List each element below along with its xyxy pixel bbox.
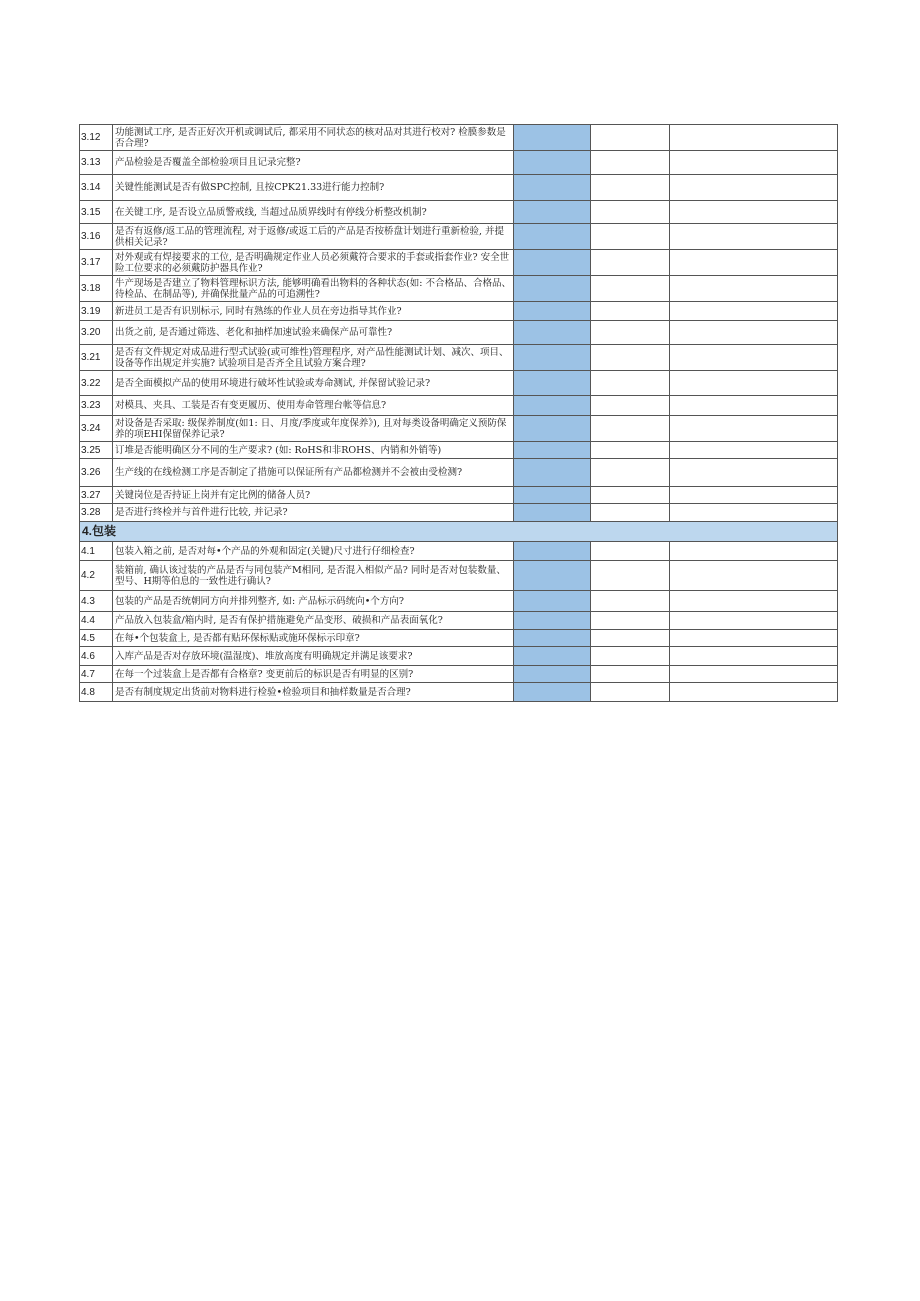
score-cell[interactable] bbox=[514, 459, 591, 487]
score-cell[interactable] bbox=[514, 125, 591, 151]
item-number: 3.20 bbox=[80, 321, 113, 345]
score-cell[interactable] bbox=[514, 201, 591, 224]
item-question: 牛产现场是否建立了物料管理标识方法, 能够明确看出物料的各种状态(如: 不合格品、合格品、待检品、在制品等), 并确保批量产品的可追溯性? bbox=[113, 276, 514, 302]
table-row bbox=[80, 591, 838, 612]
table-row bbox=[80, 175, 838, 201]
table-row bbox=[80, 416, 838, 442]
table-row bbox=[80, 151, 838, 175]
remark-cell[interactable] bbox=[670, 504, 838, 522]
evidence-cell[interactable] bbox=[591, 666, 670, 683]
item-question: 是否全面模拟产品的使用环境进行破坏性试验或寿命测试, 并保留试验记录? bbox=[113, 371, 514, 396]
item-question: 包装的产品是否统朝同方向并排列整齐, 如: 产品标示码统向•个方向? bbox=[113, 591, 514, 612]
score-cell[interactable] bbox=[514, 151, 591, 175]
item-question: 关键岗位是否持证上岗并有定比例的储备人员? bbox=[113, 487, 514, 504]
item-number: 4.2 bbox=[80, 561, 113, 591]
item-question: 对外观或有焊接要求的工位, 是否明确规定作业人员必须戴符合要求的手套或指套作业? 安全世险工位要求的必须戴防护器具作业? bbox=[113, 250, 514, 276]
table-row bbox=[80, 647, 838, 666]
evidence-cell[interactable] bbox=[591, 442, 670, 459]
evidence-cell[interactable] bbox=[591, 321, 670, 345]
remark-cell[interactable] bbox=[670, 591, 838, 612]
evidence-cell[interactable] bbox=[591, 371, 670, 396]
table-row bbox=[80, 630, 838, 647]
remark-cell[interactable] bbox=[670, 459, 838, 487]
evidence-cell[interactable] bbox=[591, 175, 670, 201]
table-row bbox=[80, 442, 838, 459]
item-question: 订堆是否能明确区分不同的生产要求? (如: RoHS和非ROHS、内销和外销等) bbox=[113, 442, 514, 459]
item-number: 3.17 bbox=[80, 250, 113, 276]
table-row bbox=[80, 542, 838, 561]
item-number: 4.8 bbox=[80, 683, 113, 702]
item-question: 生产线的在线检测工序是否制定了措施可以保证所有产品都检测并不会被由受检测? bbox=[113, 459, 514, 487]
item-number: 3.25 bbox=[80, 442, 113, 459]
score-cell[interactable] bbox=[514, 647, 591, 666]
table-row bbox=[80, 302, 838, 321]
evidence-cell[interactable] bbox=[591, 250, 670, 276]
section-header-row bbox=[80, 522, 838, 542]
evidence-cell[interactable] bbox=[591, 591, 670, 612]
table-row bbox=[80, 683, 838, 702]
score-cell[interactable] bbox=[514, 561, 591, 591]
item-number: 3.15 bbox=[80, 201, 113, 224]
table-row bbox=[80, 125, 838, 151]
remark-cell[interactable] bbox=[670, 683, 838, 702]
item-question: 装箱前, 确认该过装的产品是否与同包装产M相同, 是否混入相似产品? 同时是否对包装数量、型号、H期等伯息的一致性进行确认? bbox=[113, 561, 514, 591]
table-row bbox=[80, 561, 838, 591]
item-number: 3.28 bbox=[80, 504, 113, 522]
score-cell[interactable] bbox=[514, 276, 591, 302]
item-number: 3.24 bbox=[80, 416, 113, 442]
section-title: 4.包装 bbox=[80, 522, 838, 542]
item-number: 3.12 bbox=[80, 125, 113, 151]
remark-cell[interactable] bbox=[670, 224, 838, 250]
table-row bbox=[80, 345, 838, 371]
item-number: 4.4 bbox=[80, 612, 113, 630]
score-cell[interactable] bbox=[514, 175, 591, 201]
item-number: 3.27 bbox=[80, 487, 113, 504]
score-cell[interactable] bbox=[514, 442, 591, 459]
remark-cell[interactable] bbox=[670, 371, 838, 396]
score-cell[interactable] bbox=[514, 487, 591, 504]
remark-cell[interactable] bbox=[670, 561, 838, 591]
remark-cell[interactable] bbox=[670, 666, 838, 683]
remark-cell[interactable] bbox=[670, 542, 838, 561]
table-row bbox=[80, 224, 838, 250]
item-question: 产品放入包装盒/箱内时, 是否有保护措施避免产品变形、破损和产品表面氧化? bbox=[113, 612, 514, 630]
score-cell[interactable] bbox=[514, 612, 591, 630]
score-cell[interactable] bbox=[514, 416, 591, 442]
item-number: 4.7 bbox=[80, 666, 113, 683]
item-question: 在每•个包装盒上, 是否都有贴环保标贴或施环保标示印章? bbox=[113, 630, 514, 647]
table-row bbox=[80, 504, 838, 522]
score-cell[interactable] bbox=[514, 345, 591, 371]
evidence-cell[interactable] bbox=[591, 542, 670, 561]
item-question: 功能测试工序, 是否正好次开机或调试后, 都采用不同状态的核对品对其进行校对? 检膜参数是否合理? bbox=[113, 125, 514, 151]
item-question: 新进员工是否有识别标示, 同时有熟练的作业人员在旁边指导其作业? bbox=[113, 302, 514, 321]
table-row bbox=[80, 459, 838, 487]
evidence-cell[interactable] bbox=[591, 459, 670, 487]
table-row bbox=[80, 276, 838, 302]
item-question: 在每一个过装盒上是否都有合格章? 变更前后的标识是否有明显的区别? bbox=[113, 666, 514, 683]
table-row bbox=[80, 612, 838, 630]
evidence-cell[interactable] bbox=[591, 345, 670, 371]
item-number: 3.19 bbox=[80, 302, 113, 321]
evidence-cell[interactable] bbox=[591, 396, 670, 416]
item-question: 包装入箱之前, 是否对每•个产品的外观和固定(关键)尺寸进行仔细检查? bbox=[113, 542, 514, 561]
item-number: 3.26 bbox=[80, 459, 113, 487]
evidence-cell[interactable] bbox=[591, 302, 670, 321]
remark-cell[interactable] bbox=[670, 276, 838, 302]
remark-cell[interactable] bbox=[670, 302, 838, 321]
table-row bbox=[80, 250, 838, 276]
remark-cell[interactable] bbox=[670, 321, 838, 345]
score-cell[interactable] bbox=[514, 666, 591, 683]
item-number: 3.21 bbox=[80, 345, 113, 371]
remark-cell[interactable] bbox=[670, 612, 838, 630]
table-row bbox=[80, 371, 838, 396]
score-cell[interactable] bbox=[514, 591, 591, 612]
item-number: 3.23 bbox=[80, 396, 113, 416]
evidence-cell[interactable] bbox=[591, 504, 670, 522]
item-number: 3.13 bbox=[80, 151, 113, 175]
table-row bbox=[80, 666, 838, 683]
item-number: 4.6 bbox=[80, 647, 113, 666]
item-question: 产品检验是否覆盖全部检验项目且记录完整? bbox=[113, 151, 514, 175]
remark-cell[interactable] bbox=[670, 396, 838, 416]
remark-cell[interactable] bbox=[670, 250, 838, 276]
evidence-cell[interactable] bbox=[591, 125, 670, 151]
evidence-cell[interactable] bbox=[591, 647, 670, 666]
item-number: 3.14 bbox=[80, 175, 113, 201]
evidence-cell[interactable] bbox=[591, 224, 670, 250]
score-cell[interactable] bbox=[514, 302, 591, 321]
item-number: 3.16 bbox=[80, 224, 113, 250]
score-cell[interactable] bbox=[514, 504, 591, 522]
score-cell[interactable] bbox=[514, 321, 591, 345]
score-cell[interactable] bbox=[514, 224, 591, 250]
remark-cell[interactable] bbox=[670, 487, 838, 504]
remark-cell[interactable] bbox=[670, 201, 838, 224]
item-number: 4.5 bbox=[80, 630, 113, 647]
evidence-cell[interactable] bbox=[591, 630, 670, 647]
item-question: 关键性能测试是否有做SPC控制, 且按CPK21.33进行能力控制? bbox=[113, 175, 514, 201]
table-row bbox=[80, 321, 838, 345]
table-row bbox=[80, 396, 838, 416]
remark-cell[interactable] bbox=[670, 647, 838, 666]
score-cell[interactable] bbox=[514, 396, 591, 416]
score-cell[interactable] bbox=[514, 683, 591, 702]
remark-cell[interactable] bbox=[670, 442, 838, 459]
evidence-cell[interactable] bbox=[591, 487, 670, 504]
remark-cell[interactable] bbox=[670, 151, 838, 175]
item-question: 对设备是否采取: 级保养制度(如1: 日、月度/季度或年度保养》), 且对每类设备明确定义预防保养的项EHI保留保养记录? bbox=[113, 416, 514, 442]
remark-cell[interactable] bbox=[670, 125, 838, 151]
item-question: 是否有返修/返工品的管理流程, 对于返修/或返工后的产品是否按桥盘计划进行重新检验, 并提供相关记录? bbox=[113, 224, 514, 250]
score-cell[interactable] bbox=[514, 630, 591, 647]
table-row bbox=[80, 487, 838, 504]
evidence-cell[interactable] bbox=[591, 416, 670, 442]
item-question: 是否有文件规定对成品进行型式试验(或可维性)管理程序, 对产品性能测试计划、减次、项目、设备等作出规定并实施? 试验项目是否齐全且试验方案合理? bbox=[113, 345, 514, 371]
score-cell[interactable] bbox=[514, 371, 591, 396]
item-number: 4.1 bbox=[80, 542, 113, 561]
evidence-cell[interactable] bbox=[591, 151, 670, 175]
table-row bbox=[80, 201, 838, 224]
evidence-cell[interactable] bbox=[591, 683, 670, 702]
remark-cell[interactable] bbox=[670, 345, 838, 371]
item-number: 3.18 bbox=[80, 276, 113, 302]
item-number: 3.22 bbox=[80, 371, 113, 396]
remark-cell[interactable] bbox=[670, 630, 838, 647]
checklist-table bbox=[79, 124, 838, 702]
evidence-cell[interactable] bbox=[591, 276, 670, 302]
item-number: 4.3 bbox=[80, 591, 113, 612]
evidence-cell[interactable] bbox=[591, 612, 670, 630]
item-question: 在关键工序, 是否设立品质警戒线, 当超过品质界线时有停线分析整改机制? bbox=[113, 201, 514, 224]
evidence-cell[interactable] bbox=[591, 201, 670, 224]
score-cell[interactable] bbox=[514, 250, 591, 276]
remark-cell[interactable] bbox=[670, 416, 838, 442]
item-question: 入库产品是否对存放环境(温湿度)、堆放高度有明确规定并满足该要求? bbox=[113, 647, 514, 666]
evidence-cell[interactable] bbox=[591, 561, 670, 591]
item-question: 是否有制度规定出货前对物料进行检验•检验项目和抽样数量是否合理? bbox=[113, 683, 514, 702]
item-question: 对模具、夹具、工装是否有变更履历、使用寿命管理台帐等信息? bbox=[113, 396, 514, 416]
item-question: 是否进行终检并与首件进行比较, 并记录? bbox=[113, 504, 514, 522]
remark-cell[interactable] bbox=[670, 175, 838, 201]
item-question: 出货之前, 是否通过筛选、老化和抽样加速试验来确保产品可靠性? bbox=[113, 321, 514, 345]
score-cell[interactable] bbox=[514, 542, 591, 561]
